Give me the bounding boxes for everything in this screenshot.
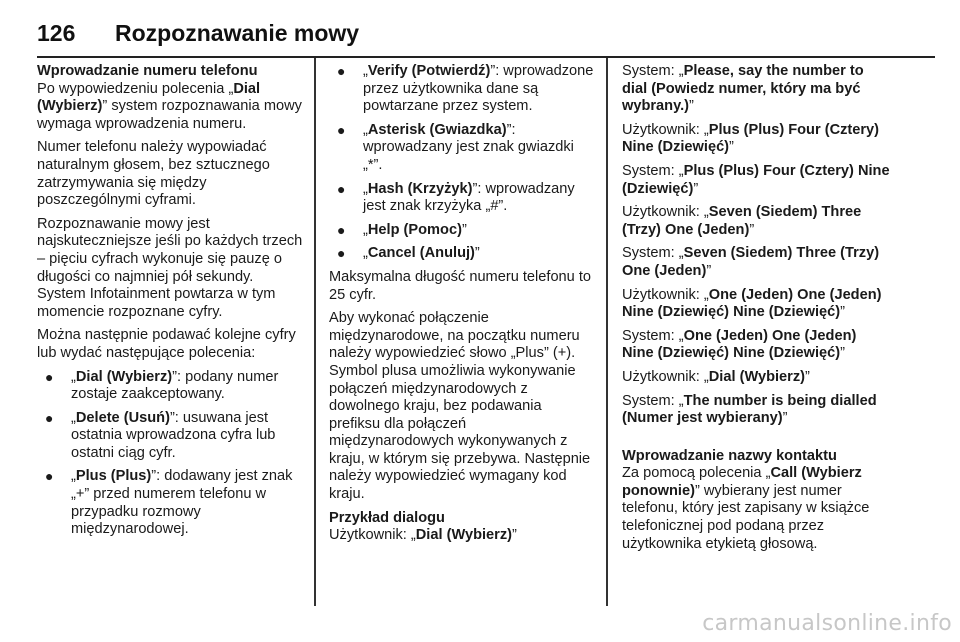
page-header — [37, 0, 937, 56]
watermark: carmanualsonline.info — [702, 611, 952, 636]
dialog-line — [329, 527, 595, 545]
speaker-label: Użytkownik: „ — [622, 286, 709, 303]
text: ”: wprowadzany jest znak gwiazdki „*”. — [363, 121, 574, 173]
text: „ — [363, 63, 368, 79]
command-text: Asterisk (Gwiazdka) — [367, 121, 507, 138]
command-text: One (Jeden) One (Jeden) Nine (Dziewięć) Nine (Dziewięć) — [622, 327, 857, 362]
speaker-label: Użytkownik: „ — [622, 121, 709, 138]
text: ” — [706, 262, 712, 279]
command-text: The number is being dialled (Numer jest wybierany) — [622, 392, 877, 427]
list-item — [329, 63, 595, 116]
dialog-line — [622, 369, 890, 387]
command-text: Seven (Siedem) Three (Trzy) One (Jeden) — [622, 245, 880, 279]
text: ” — [729, 139, 734, 156]
text: ”: dodawany jest znak „+” przed numerem telefonu w przypadku rozmowy międzynarodowej. — [71, 468, 293, 538]
list-item — [329, 181, 595, 216]
bullet-icon: ● — [337, 121, 346, 138]
speaker-label: Użytkownik: „ — [622, 368, 709, 385]
text: ” — [782, 410, 788, 427]
bullet-icon: ● — [337, 245, 346, 262]
bullet-icon: ● — [45, 368, 54, 385]
dialog-line — [622, 393, 890, 428]
text: ” — [805, 368, 810, 385]
column-1 — [37, 63, 303, 545]
text: „ — [71, 409, 76, 426]
command-text: Dial (Wybierz) — [708, 368, 805, 385]
command-text: Plus (Plus) Four (Cztery) Nine (Dziewięć) — [622, 121, 880, 156]
column-divider-2 — [606, 58, 608, 606]
command-text: Cancel (Anuluj) — [367, 245, 475, 262]
paragraph: Rozpoznawanie mowy jest najskuteczniejsze jeśli po każdych trzech – pięciu cyfrach wykonuje się pauzę o długości co najmniej pół sekundy. System Infotainment powtarza w tym momencie rozpoznane cyfry. — [37, 215, 303, 320]
dialog-line — [622, 245, 890, 280]
command-text: Call (Wybierz ponownie) — [622, 465, 862, 499]
speaker-label: System: „ — [622, 327, 684, 344]
text: ”: wprowadzany jest znak krzyżyka „#”. — [363, 180, 575, 215]
page-title: Rozpoznawanie mowy — [115, 20, 360, 46]
bullet-icon: ● — [337, 221, 346, 238]
text: ” — [512, 527, 517, 544]
spacer — [622, 434, 890, 448]
speaker-label: System: „ — [622, 392, 684, 409]
dialog-line — [622, 122, 890, 157]
command-text: Hash (Krzyżyk) — [367, 180, 473, 197]
paragraph: Można następnie podawać kolejne cyfry lub wydać następujące polecenia: — [37, 327, 296, 361]
text: ”: wprowadzone przez użytkownika dane są powtarzane przez system. — [363, 63, 594, 115]
bullet-icon: ● — [45, 468, 54, 485]
text: ” — [840, 345, 846, 362]
text: „ — [363, 180, 368, 197]
command-text: Help (Pomoc) — [367, 221, 462, 238]
command-text: Dial (Wybierz) — [37, 80, 261, 115]
page-number: 126 — [37, 20, 76, 46]
dialog-line — [622, 163, 890, 198]
command-text: Dial (Wybierz) — [75, 368, 173, 385]
command-text: Plus (Plus) Four (Cztery) Nine (Dziewięć) — [622, 162, 890, 197]
text: „ — [71, 368, 76, 385]
bullet-icon: ● — [45, 409, 54, 426]
text: ” — [461, 221, 467, 238]
list-item — [37, 369, 303, 404]
text: ” — [474, 245, 480, 262]
dialog-line — [622, 328, 890, 363]
command-text: Seven (Siedem) Three (Trzy) One (Jeden) — [622, 204, 862, 238]
dialog-line — [622, 204, 890, 239]
command-text: Dial (Wybierz) — [415, 527, 512, 544]
speaker-label: Użytkownik: „ — [329, 527, 416, 544]
column-2 — [329, 63, 595, 551]
text: ”: podany numer zostaje zaakceptowany. — [71, 368, 279, 403]
section-heading-contact-name: Wprowadzanie nazwy kontaktu — [622, 447, 837, 464]
text: „ — [71, 468, 76, 485]
dialog-line — [622, 287, 890, 322]
text: ” — [749, 221, 755, 238]
text: Po wypowiedzeniu polecenia „ — [37, 80, 234, 97]
speaker-label: System: „ — [622, 63, 684, 79]
paragraph — [37, 81, 303, 134]
speaker-label: System: „ — [622, 162, 684, 179]
paragraph — [622, 465, 890, 553]
speaker-label: System: „ — [622, 245, 684, 262]
paragraph: Maksymalna długość numeru telefonu to 25 cyfr. — [329, 268, 592, 303]
text: „ — [363, 221, 368, 238]
section-heading-phone-number: Wprowadzanie numeru telefonu — [37, 63, 258, 79]
command-text: Verify (Potwierdź) — [367, 63, 491, 79]
text: ” — [693, 180, 699, 197]
text: Za pomocą polecenia „ — [622, 465, 771, 482]
text: „ — [363, 245, 368, 262]
list-item — [329, 245, 595, 263]
text: ” system rozpoznawania mowy wymaga wprowadzenia numeru. — [37, 98, 302, 132]
command-text: Plus (Plus) — [75, 468, 152, 485]
bullet-icon: ● — [337, 63, 346, 79]
list-item — [329, 222, 595, 240]
list-item — [329, 122, 595, 175]
bullet-icon: ● — [337, 180, 346, 197]
paragraph: Numer telefonu należy wypowiadać naturalnym głosem, bez sztucznego zatrzymywania się między poszczególnymi cyframi. — [37, 139, 270, 209]
dialog-line — [622, 63, 890, 116]
text: „ — [363, 121, 368, 138]
list-item — [37, 468, 303, 538]
text: ” — [689, 98, 694, 115]
list-item — [37, 410, 303, 463]
section-heading-dialog-example: Przykład dialogu — [329, 509, 445, 526]
paragraph: Aby wykonać połączenie międzynarodowe, na początku numeru należy wypowiedzieć słowo „Plus” (+). Symbol plusa umożliwia wykonywanie połączeń międzynarodowych z dowolnego kraju, bez podawania prefiksu dla połączeń międzynarodowych wykonywanych z kraju, w którym się przebywa. Następnie należy wypowiedzieć wymagany kod kraju. — [329, 310, 591, 503]
header-rule — [37, 56, 935, 58]
command-text: One (Jeden) One (Jeden) Nine (Dziewięć) Nine (Dziewięć) — [622, 286, 882, 321]
speaker-label: Użytkownik: „ — [622, 204, 709, 221]
text: ”: usuwana jest ostatnia wprowadzona cyfra lub ostatni ciąg cyfr. — [71, 409, 276, 461]
command-text: Please, say the number to dial (Powiedz numer, który ma być wybrany.) — [622, 63, 864, 115]
column-divider-1 — [314, 58, 316, 606]
command-text: Delete (Usuń) — [75, 409, 170, 426]
text: ” — [840, 304, 846, 321]
column-3 — [622, 63, 890, 559]
text: ” wybierany jest numer telefonu, który jest zapisany w książce telefonicznej pod podaną przez użytkownika etykietą głosową. — [622, 482, 870, 552]
